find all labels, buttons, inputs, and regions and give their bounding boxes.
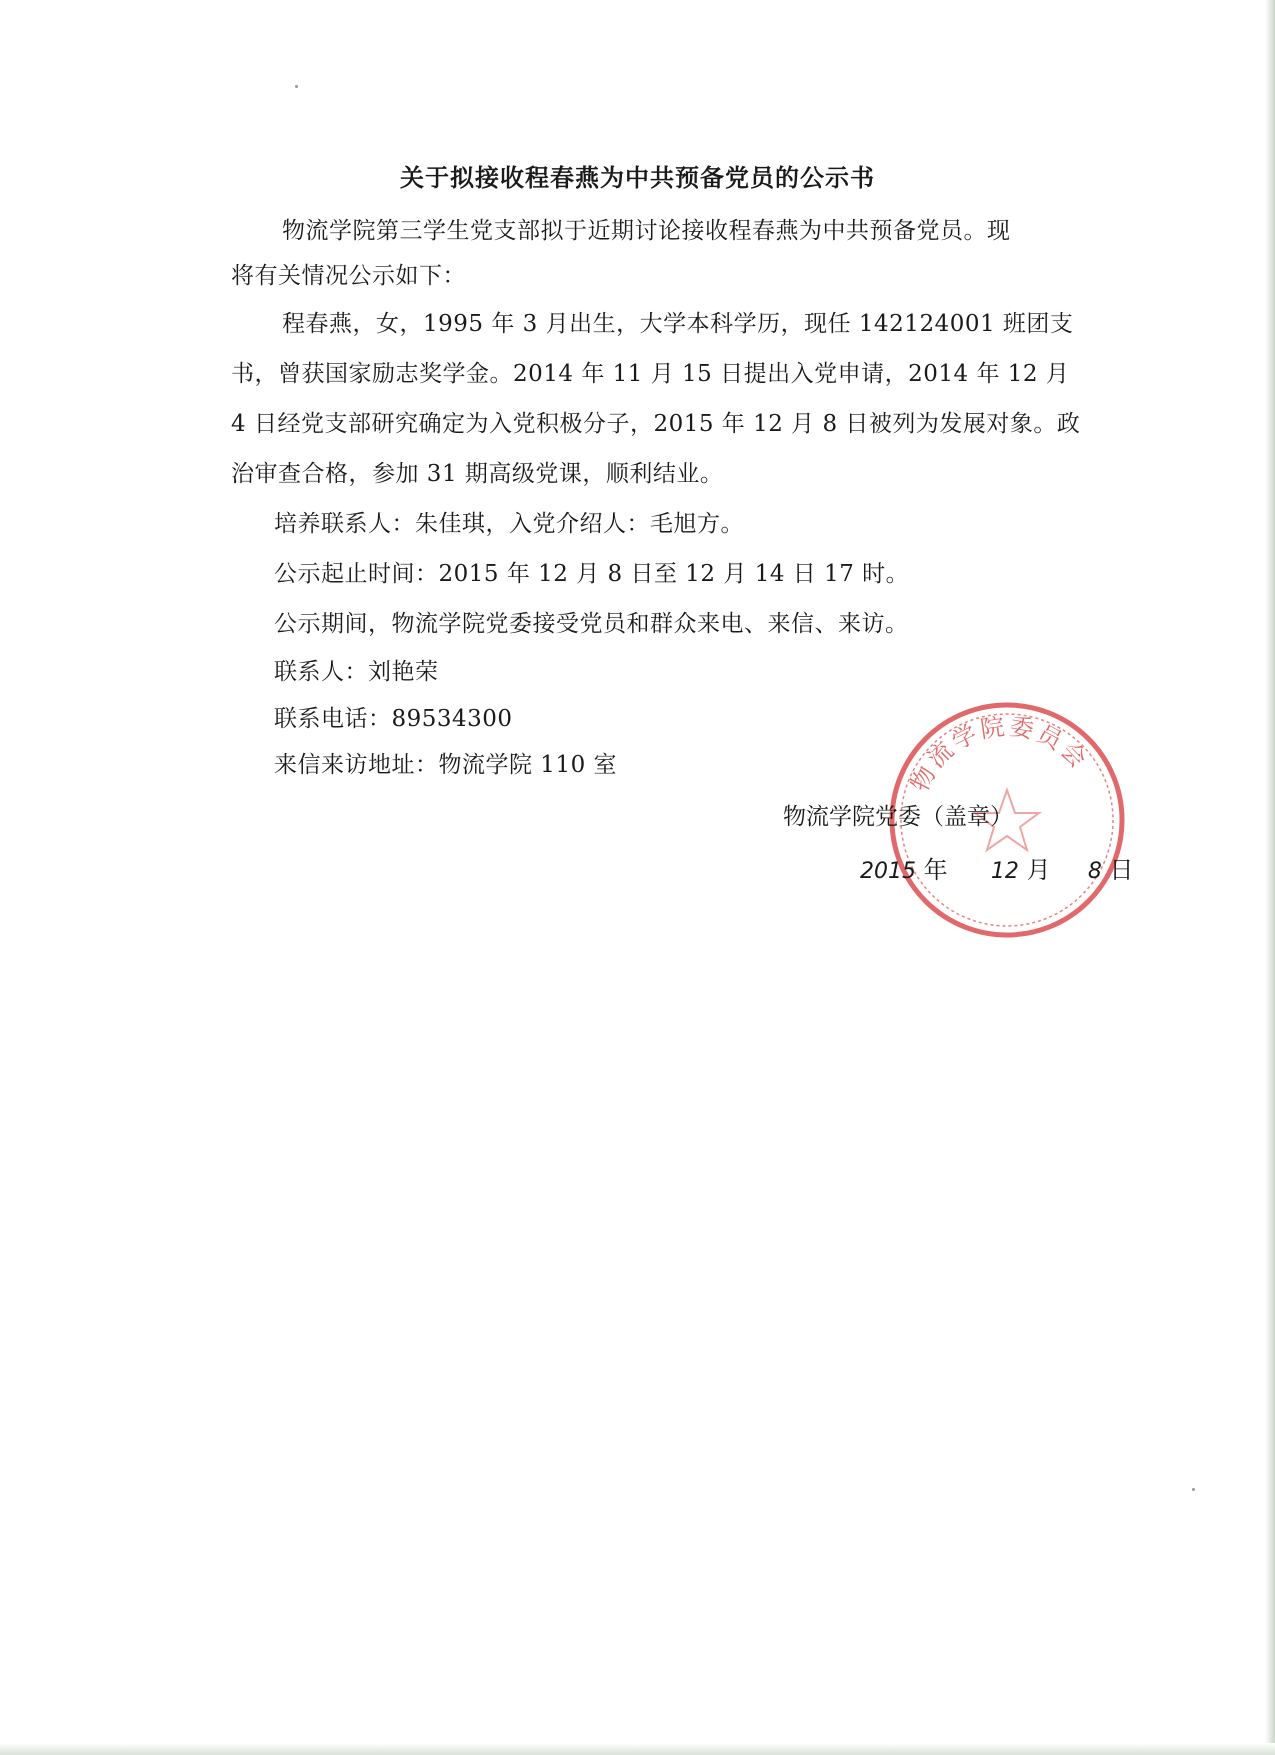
date-year-unit: 年 [923,856,948,884]
intro-line-1: 物流学院第三学生党支部拟于近期讨论接收程春燕为中共预备党员。现 [282,218,1011,244]
phone-line: 联系电话：89534300 [274,706,513,732]
feedback-line: 公示期间，物流学院党委接受党员和群众来电、来信、来访。 [274,611,909,637]
document-title: 关于拟接收程春燕为中共预备党员的公示书 [400,163,875,192]
seal-text: 物流学院委员会 [905,712,1094,797]
bio-line-3: 4 日经党支部研究确定为入党积极分子，2015 年 12 月 8 日被列为发展对象。政 [231,411,1081,437]
period-line: 公示起止时间：2015 年 12 月 8 日至 12 月 14 日 17 时。 [274,561,910,587]
bio-line-1: 程春燕，女，1995 年 3 月出生，大学本科学历，现任 142124001 班团支 [282,311,1074,337]
contact-person-line: 联系人：刘艳荣 [274,659,439,685]
bio-line-4: 治审查合格，参加 31 期高级党课，顺利结业。 [231,461,724,487]
bio-line-2: 书，曾获国家励志奖学金。2014 年 11 月 15 日提出入党申请，2014 年 12 月 [231,361,1070,387]
signature-date [860,850,1133,885]
date-day-handwritten: 8 [1087,859,1102,884]
contacts-line: 培养联系人：朱佳琪，入党介绍人：毛旭方。 [274,511,744,537]
scan-speck [295,85,298,88]
date-year-handwritten: 2015 [860,859,916,884]
date-day-unit: 日 [1109,856,1134,884]
scan-edge-right [1265,0,1275,1755]
scan-edge-bottom [0,1743,1275,1755]
signer-line: 物流学院党委（盖章） [783,804,1013,830]
scan-speck [1192,1488,1195,1491]
address-line: 来信来访地址：物流学院 110 室 [274,752,618,778]
intro-line-2: 将有关情况公示如下： [231,263,466,289]
date-month-handwritten: 12 [990,859,1019,884]
svg-text:物流学院委员会 [906,712,1094,796]
date-month-unit: 月 [1026,856,1051,884]
